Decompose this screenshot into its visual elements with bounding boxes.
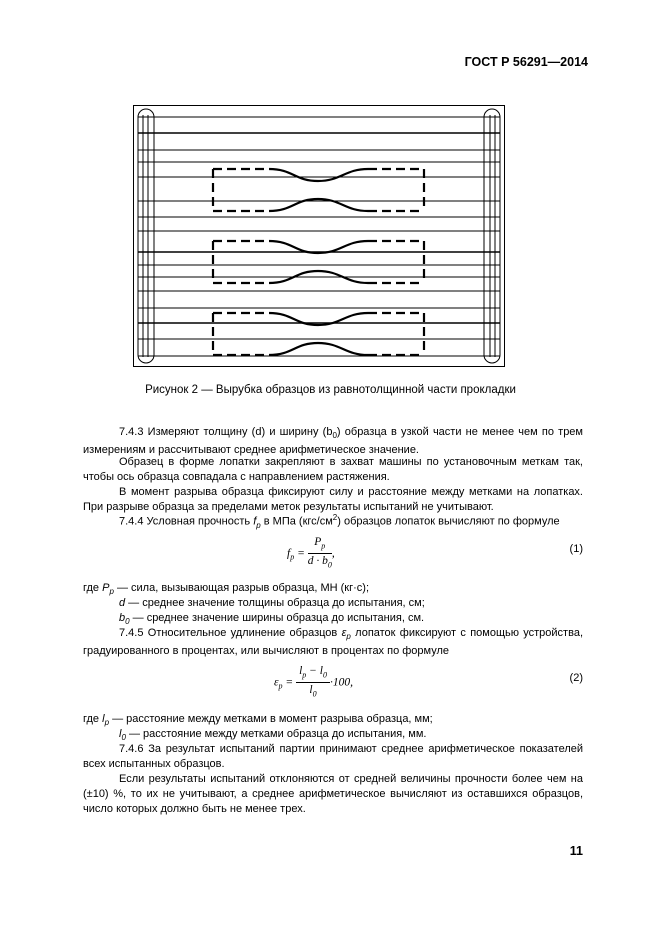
definition-force: где $P_p$ — сила, вызывающая разрыв образца, МН (кг·с); xyxy=(83,582,370,597)
definition-width: $b_0$ — среднее значение ширины образца до испытания, см. xyxy=(119,612,425,627)
formula-number-2: (2) xyxy=(569,672,583,684)
formula-tensile-strength: $f_p$ = $\frac{P_p}{d \cdot b_0}$ , xyxy=(287,535,335,573)
page-number: 11 xyxy=(569,844,583,858)
figure-caption: Рисунок 2 — Вырубка образцов из равнотолщинной части прокладки xyxy=(145,384,516,396)
formula-number-1: (1) xyxy=(569,543,583,555)
formula-elongation: $\varepsilon_p$ = $\frac{l_p - l_0}{l_0}$ ·100, xyxy=(274,664,353,702)
edge-strip-left xyxy=(138,109,154,363)
document-code: ГОСТ Р 56291—2014 xyxy=(464,55,588,69)
fraction: $\frac{l_p - l_0}{l_0}$ xyxy=(296,664,330,702)
edge-strip-right xyxy=(484,109,500,363)
paragraph-rupture-moment: В момент разрыва образца фиксируют силу и расстояние между метками на лопатках. При разрыве образца за пределами меток результаты испытаний не учитывают. xyxy=(83,486,583,513)
paragraph-7-4-4: 7.4.4 Условная прочность $f_p$ в МПа $(кгс/см^2)$ образцов лопаток вычисляют по формуле xyxy=(119,513,560,530)
dumbbell-specimen-3 xyxy=(213,313,424,355)
definition-rupture-length: где $l_p$ — расстояние между метками в момент разрыва образца, мм; xyxy=(83,713,433,728)
definition-initial-length: $l_0$ — расстояние между метками образца до испытания, мм. xyxy=(119,728,427,743)
paragraph-7-4-5: 7.4.5 Относительное удлинение образцов $\varepsilon_p$ лопаток фиксируют с помощью устройства, градуированного в процентах, или вычисляют в процентах по формуле xyxy=(83,627,583,658)
paragraph-7-4-3: 7.4.3 Измеряют толщину (d) и ширину $(b_0)$ образца в узкой части не менее чем по трем измерениям и рассчитывают среднее арифметическое значение. xyxy=(83,426,583,457)
dumbbell-specimen-1 xyxy=(213,169,424,211)
gasket-outline xyxy=(134,106,505,367)
paragraph-deviation: Если результаты испытаний отклоняются от средней величины прочности более чем на (±10) %, то их не учитывают, а среднее арифметическое вычисляют из оставшихся образцов, число которых должно быть не менее трех. xyxy=(83,773,583,815)
cutting-diagram xyxy=(133,105,505,367)
paragraph-7-4-6: 7.4.6 За результат испытаний партии принимают среднее арифметическое показателей всех испытанных образцов. xyxy=(83,743,583,770)
paragraph-specimen-fixing: Образец в форме лопатки закрепляют в захват машины по установочным меткам так, чтобы ось образца совпадала с направлением растяжения. xyxy=(83,456,583,483)
definition-thickness: d — среднее значение толщины образца до испытания, см; xyxy=(119,597,425,609)
fraction: $\frac{P_p}{d \cdot b_0}$ xyxy=(307,536,332,570)
